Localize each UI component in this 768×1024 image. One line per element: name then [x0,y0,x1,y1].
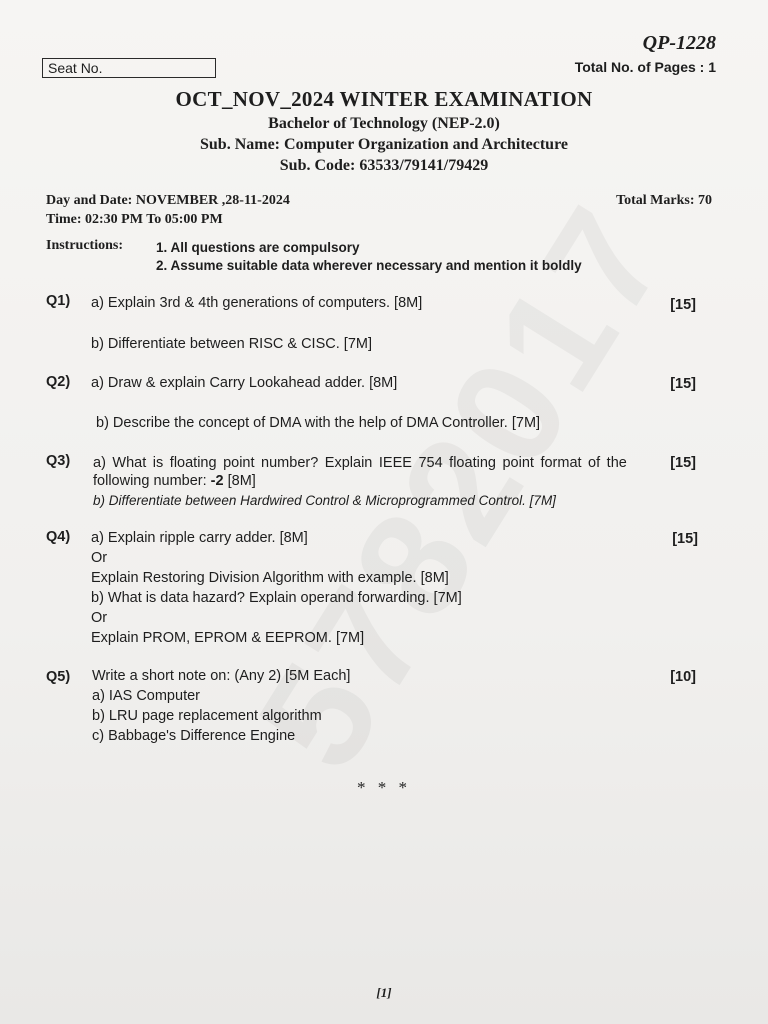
question-number: Q4) [46,529,71,545]
question-number: Q2) [46,374,71,390]
question-number: Q3) [46,453,71,469]
question-line: b) Describe the concept of DMA with the help of DMA Controller. [7M] [96,415,541,431]
exam-time: Time: 02:30 PM To 05:00 PM [46,212,223,227]
question-line: a) Explain ripple carry adder. [8M] [91,530,308,546]
question-marks: [10] [670,669,696,685]
instruction-item: 2. Assume suitable data wherever necessary and mention it boldly [156,258,582,273]
degree-name: Bachelor of Technology (NEP-2.0) [268,115,500,132]
question-line: b) LRU page replacement algorithm [92,708,322,724]
total-marks: Total Marks: 70 [616,193,712,208]
question-line-text: following number: [93,473,211,489]
question-line: Write a short note on: (Any 2) [5M Each] [92,668,351,684]
question-marks: [15] [670,376,696,392]
question-paper-code: QP-1228 [642,32,716,54]
question-number: Q5) [46,669,71,685]
question-line: b) What is data hazard? Explain operand forwarding. [7M] [91,590,462,606]
subject-name: Sub. Name: Computer Organization and Architecture [200,136,568,153]
question-marks: [15] [672,531,698,547]
question-line [93,473,256,489]
question-marks: [15] [670,455,696,471]
question-line: b) Differentiate between Hardwired Control & Microprogrammed Control. [7M] [93,493,556,508]
question-marks: [15] [670,297,696,313]
question-line: a) Explain 3rd & 4th generations of computers. [8M] [91,295,423,311]
instruction-item: 1. All questions are compulsory [156,240,360,255]
question-line: a) IAS Computer [92,688,200,704]
end-marker: * * * [357,778,411,797]
page-number: [1] [376,985,392,1000]
question-number-value: -2 [210,473,224,489]
question-line: Or [91,550,108,566]
subject-code: Sub. Code: 63533/79141/79429 [279,157,489,174]
question-number: Q1) [46,293,71,309]
question-line: b) Differentiate between RISC & CISC. [7M] [91,336,372,352]
question-line: c) Babbage's Difference Engine [92,728,296,744]
question-line: a) Draw & explain Carry Lookahead adder. [8M] [91,375,398,391]
question-line: Explain PROM, EPROM & EEPROM. [7M] [91,630,365,646]
question-line: Or [91,610,108,626]
instructions-label: Instructions: [46,238,124,253]
exam-title: OCT_NOV_2024 WINTER EXAMINATION [175,87,593,111]
exam-date: Day and Date: NOVEMBER ,28-11-2024 [46,193,290,208]
total-pages: Total No. of Pages : 1 [574,59,716,75]
question-line: Explain Restoring Division Algorithm with example. [8M] [91,570,449,586]
question-line: a) What is floating point number? Explain IEEE 754 floating point format of the [93,455,627,471]
question-line-text: [8M] [223,473,256,489]
seat-number-box: Seat No. [42,58,216,78]
